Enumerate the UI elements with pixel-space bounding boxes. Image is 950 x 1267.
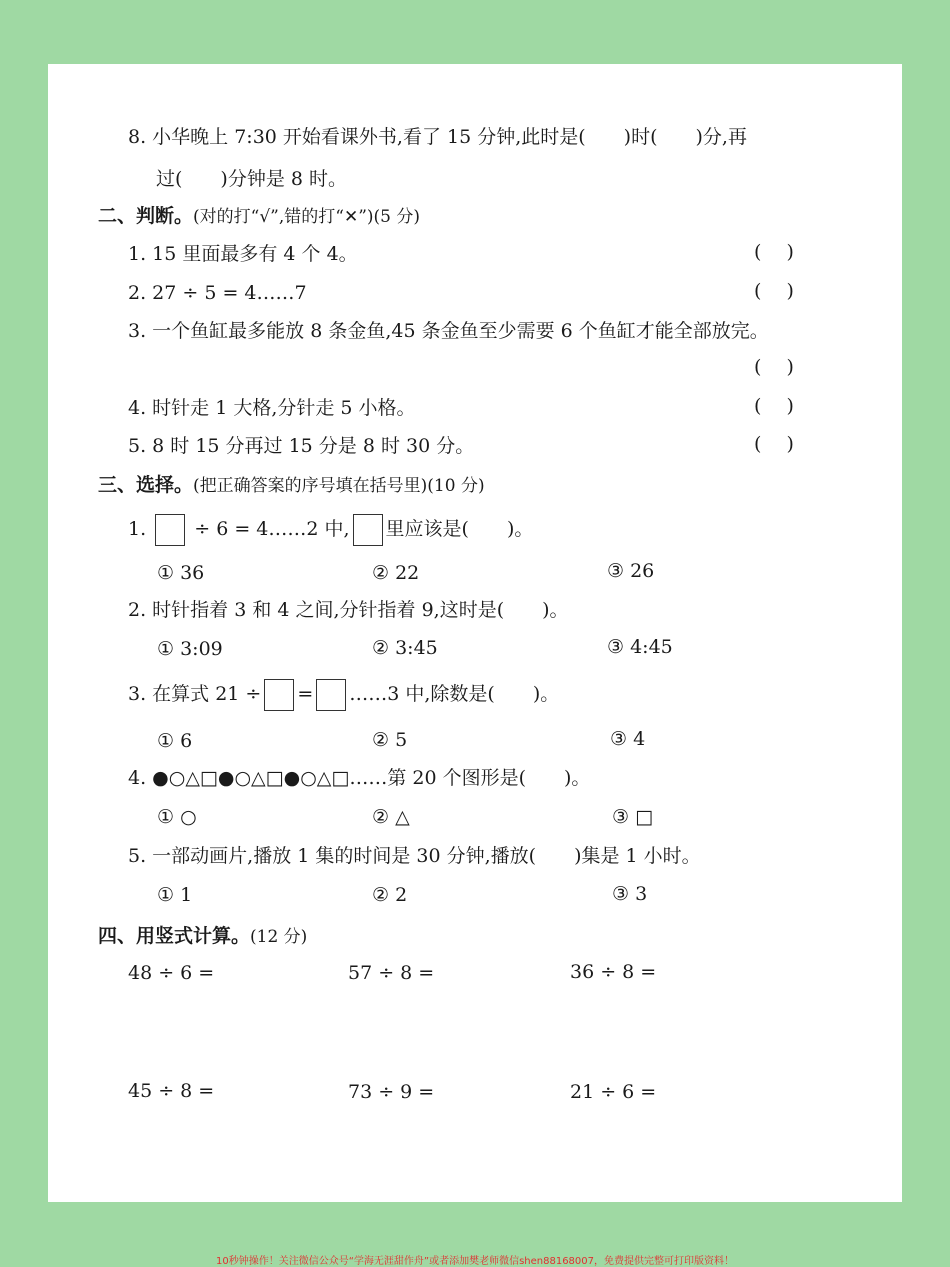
choice-q2: 2. 时针指着 3 和 4 之间,分针指着 9,这时是( )。 [128,599,569,621]
choice-q4-option-3[interactable]: ③ □ [612,806,654,828]
blank-box[interactable] [155,514,185,546]
section3-title: 三、选择。 [98,474,194,496]
choice-q4-option-2[interactable]: ② △ [372,806,410,828]
blank-box[interactable] [264,679,294,711]
choice-q2-option-3[interactable]: ③ 4:45 [607,636,673,658]
judge-answer-paren-4[interactable]: ( ) [754,395,794,417]
judge-answer-paren-2[interactable]: ( ) [754,280,794,302]
judge-item-1: 1. 15 里面最多有 4 个 4。 [128,243,358,265]
choice-q1-equation: ÷ 6 = 4……2 中, [194,518,350,540]
choice-q4-option-1[interactable]: ① ○ [157,806,197,828]
judge-item-4: 4. 时针走 1 大格,分针走 5 小格。 [128,397,416,419]
calc-1: 48 ÷ 6 = [128,962,215,984]
calc-6: 21 ÷ 6 = [570,1081,657,1103]
blank-box[interactable] [353,514,383,546]
calc-2: 57 ÷ 8 = [348,962,435,984]
blank-box[interactable] [316,679,346,711]
judge-item-3: 3. 一个鱼缸最多能放 8 条金鱼,45 条金鱼至少需要 6 个鱼缸才能全部放完。 [128,320,769,342]
judge-answer-paren-3[interactable]: ( ) [754,356,794,378]
judge-answer-paren-1[interactable]: ( ) [754,241,794,263]
choice-q5-option-2[interactable]: ② 2 [372,884,408,906]
choice-q3-option-2[interactable]: ② 5 [372,729,408,751]
choice-q3-prefix: 3. 在算式 21 ÷ [128,683,262,705]
section3-heading [98,476,485,495]
choice-q5-option-3[interactable]: ③ 3 [612,883,648,905]
choice-q5-option-1[interactable]: ① 1 [157,884,193,906]
choice-q1-suffix: 里应该是( )。 [385,518,534,540]
section2-heading [98,207,420,226]
calc-5: 73 ÷ 9 = [348,1081,435,1103]
worksheet-page [48,64,902,1202]
section2-subtitle: (对的打“√”,错的打“✕”)(5 分) [193,207,421,227]
section4-heading [98,927,307,946]
choice-q3-equals: = [297,683,314,705]
choice-q3-suffix: ……3 中,除数是( )。 [349,683,560,705]
choice-q5: 5. 一部动画片,播放 1 集的时间是 30 分钟,播放( )集是 1 小时。 [128,845,701,867]
choice-q2-option-1[interactable]: ① 3:09 [157,638,223,660]
calc-4: 45 ÷ 8 = [128,1080,215,1102]
q8-line1: 8. 小华晚上 7:30 开始看课外书,看了 15 分钟,此时是( )时( )分,再 [128,126,747,148]
choice-q4: 4. ●○△□●○△□●○△□……第 20 个图形是( )。 [128,767,591,789]
footer-watermark: 10秒钟操作！关注微信公众号“学海无涯甜作舟”或者添加樊老师微信shen88168007，免费提供完整可打印版资料！ [215,1256,735,1267]
choice-q3-option-3[interactable]: ③ 4 [610,728,646,750]
choice-q3-option-1[interactable]: ① 6 [157,730,193,752]
section3-subtitle: (把正确答案的序号填在括号里)(10 分) [193,476,485,496]
choice-q1-option-3[interactable]: ③ 26 [607,560,655,582]
choice-q3 [128,677,559,711]
choice-q1-option-1[interactable]: ① 36 [157,562,205,584]
choice-q1-option-2[interactable]: ② 22 [372,562,420,584]
choice-q1-number: 1. [128,518,147,540]
section4-title: 四、用竖式计算。 [98,925,251,947]
calc-3: 36 ÷ 8 = [570,961,657,983]
section4-subtitle: (12 分) [250,927,308,947]
judge-item-5: 5. 8 时 15 分再过 15 分是 8 时 30 分。 [128,435,475,457]
choice-q2-option-2[interactable]: ② 3:45 [372,637,438,659]
section2-title: 二、判断。 [98,205,194,227]
judge-item-2: 2. 27 ÷ 5 = 4……7 [128,282,307,304]
judge-answer-paren-5[interactable]: ( ) [754,433,794,455]
q8-line2: 过( )分钟是 8 时。 [156,168,347,190]
choice-q1 [128,512,533,546]
